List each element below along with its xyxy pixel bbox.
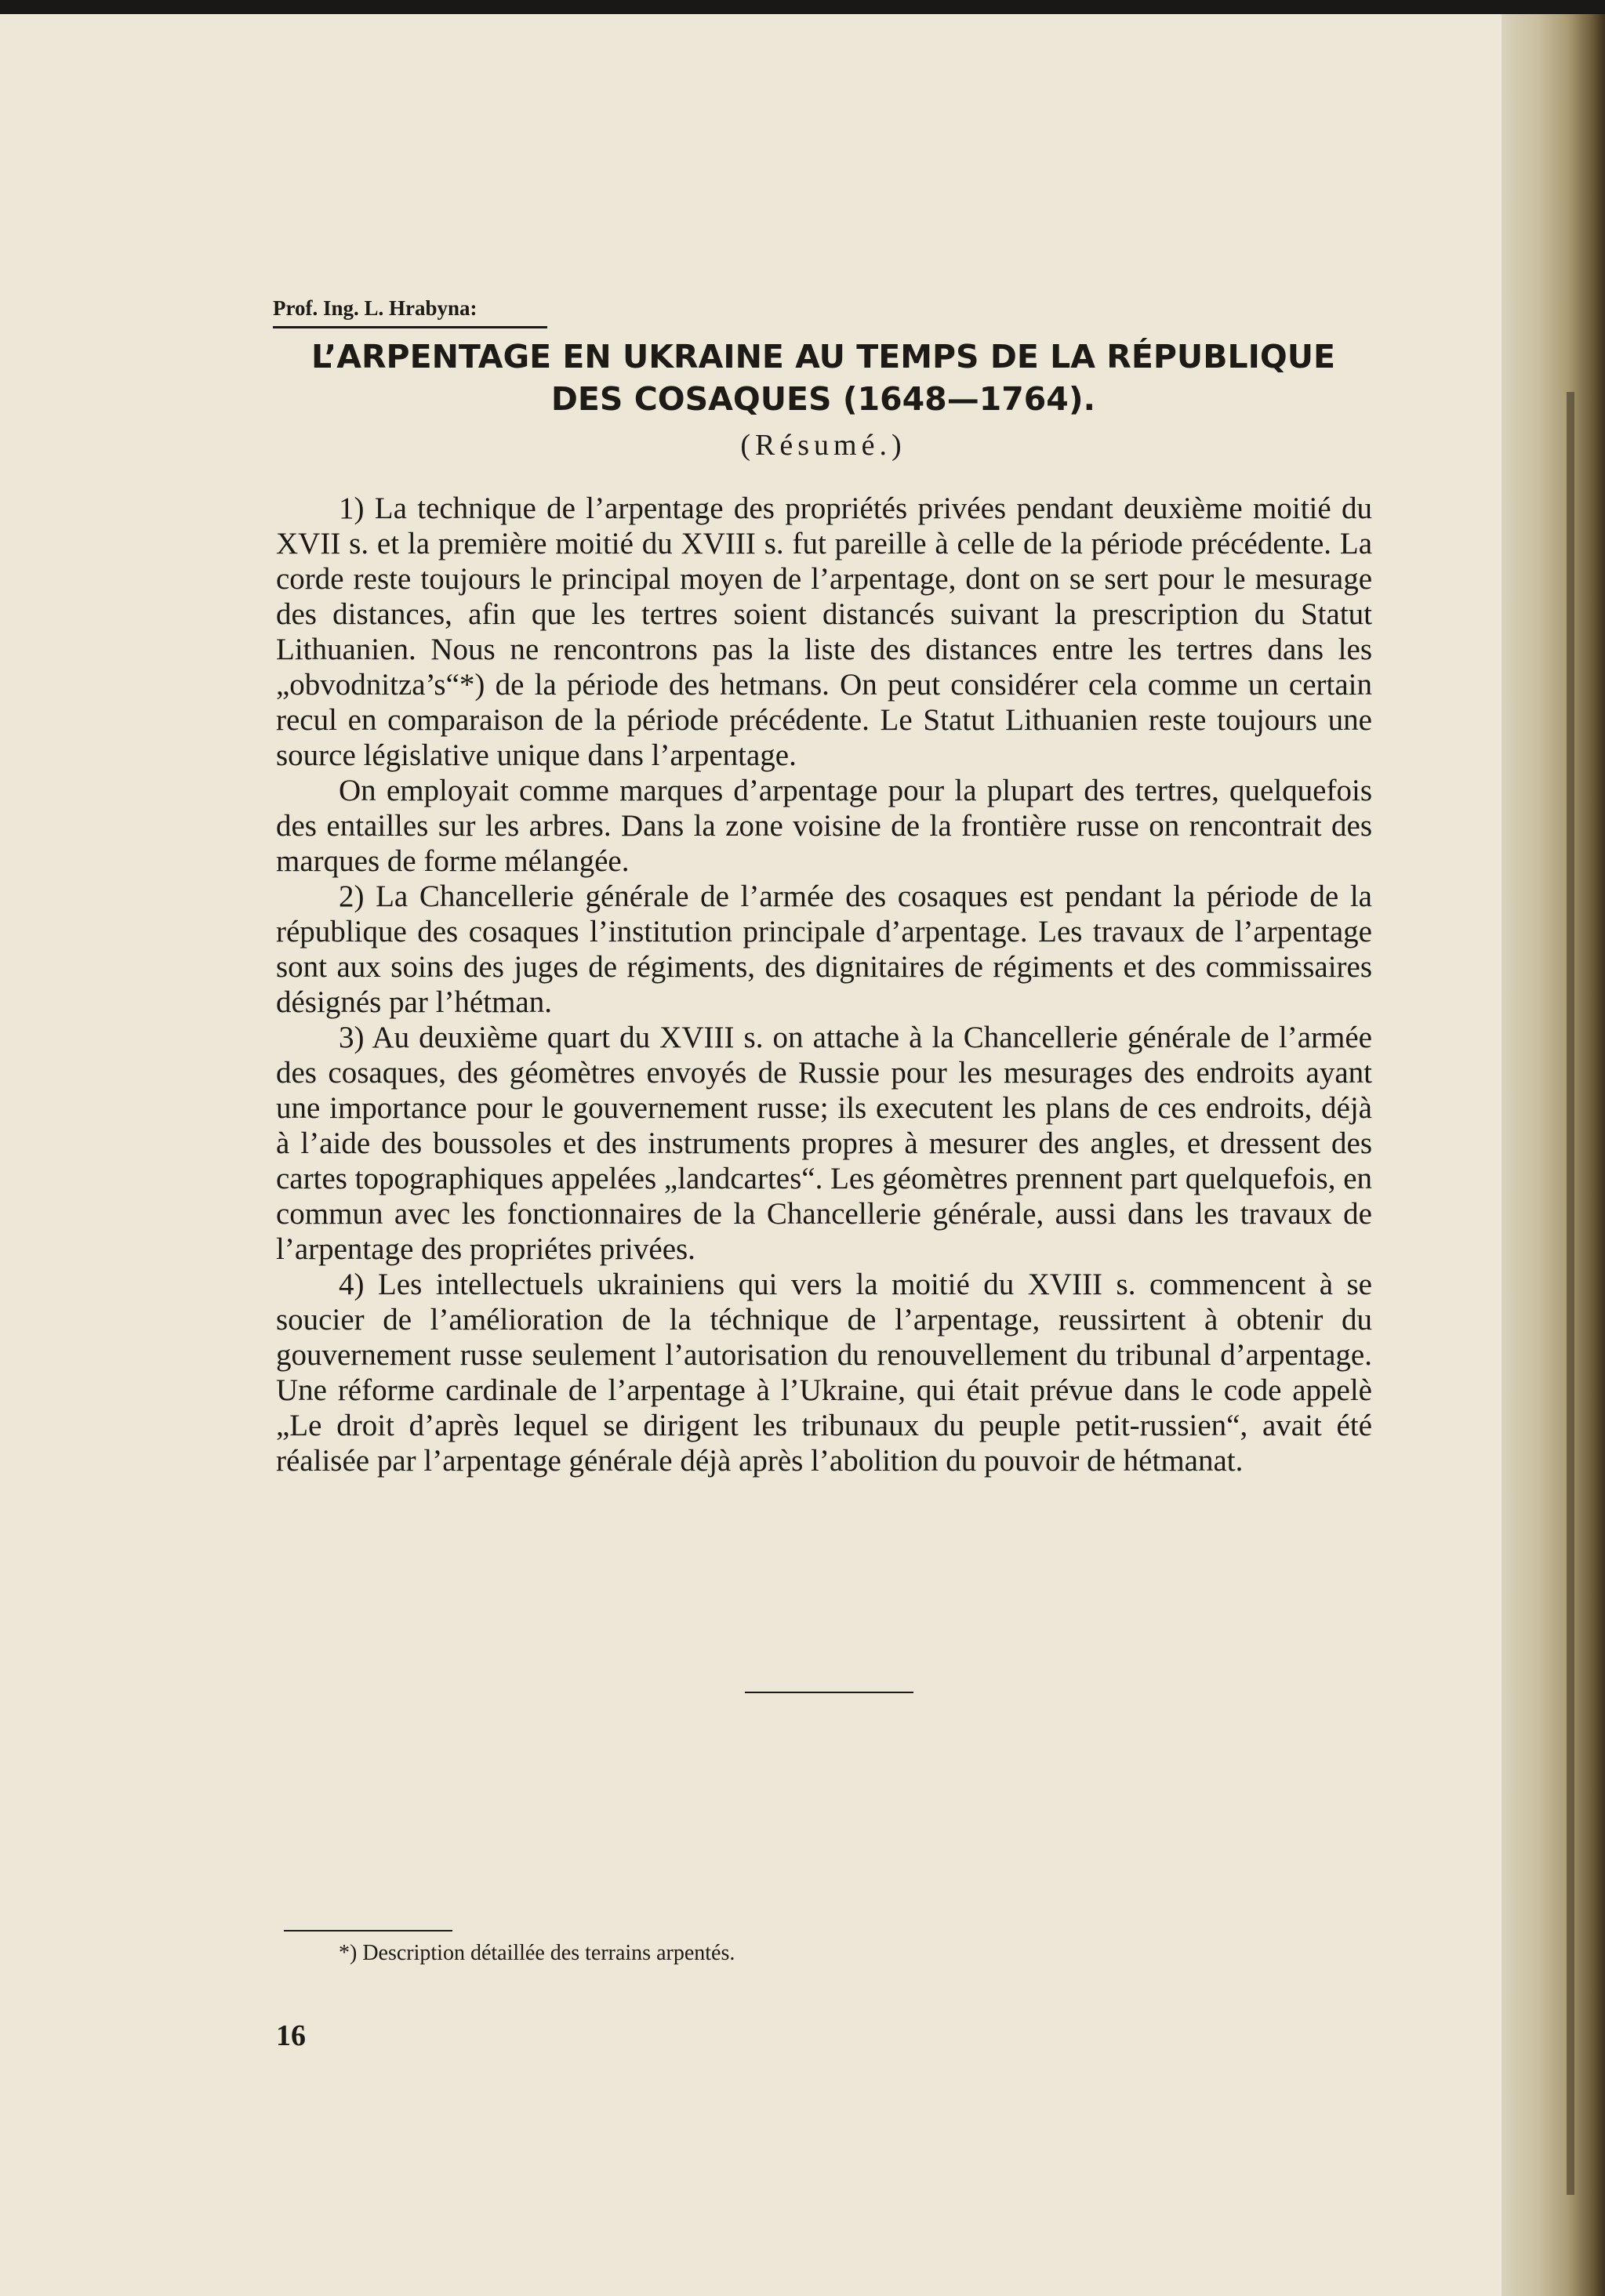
page-number: 16	[276, 2019, 306, 2052]
book-spine-edge	[1502, 14, 1605, 2296]
paragraph-2: On employait comme marques d’arpentage pour la plupart des tertres, quelquefois des entailles sur les arbres. Dans la zone voisine de la frontière russe on rencontrait des marques de forme mélangée.	[276, 774, 1372, 878]
author-underline	[273, 326, 547, 328]
end-of-text-rule	[745, 1692, 913, 1693]
paragraph-1: 1) La technique de l’arpentage des propriétés privées pendant deuxième moitié du XVII s. et la première moitié du XVIII s. fut pareille à celle de la période précédente. La corde reste toujours le principal moyen de l’arpentage, dont on se sert pour le mesurage des distances, afin que les tertres soient distancés suivant la prescription du Statut Lithuanien. Nous ne rencontrons pas la liste des distances entre les tertres dans les „obvodnitza’s“*) de la période des hetmans. On peut considérer cela comme un certain recul en comparaison de la période précédente. Le Statut Lithuanien reste toujours une source législative unique dans l’arpentage.	[276, 491, 1372, 772]
title-line-1: L’ARPENTAGE EN UKRAINE AU TEMPS DE LA RÉPUBLIQUE	[310, 338, 1335, 375]
author-line: Prof. Ing. L. Hrabyna:	[273, 296, 478, 320]
subtitle-resume: (Résumé.)	[740, 429, 906, 462]
spine-shadow	[1567, 392, 1574, 2195]
article-body	[276, 491, 1372, 1478]
paragraph-4: 3) Au deuxième quart du XVIII s. on attache à la Chancellerie générale de l’armée des cosaques, des géomètres envoyés de Russie pour les mesurages des endroits ayant une importance pour le gouvernement russe; ils executent les plans de ces endroits, déjà à l’aide des boussoles et des instruments propres à mesurer des angles, et dressent des cartes topographiques appelées „landcartes“. Les géomètres prennent part quelquefois, en commun avec les fonctionnaires de la Chancellerie générale, aussi dans les travaux de l’arpentage des propriétes privées.	[276, 1021, 1373, 1266]
title-line-2: DES COSAQUES (1648—1764).	[550, 380, 1096, 418]
footnote-rule	[284, 1930, 452, 1931]
paragraph-5: 4) Les intellectuels ukrainiens qui vers la moitié du XVIII s. commencent à se soucier de l’amélioration de la téchnique de l’arpentage, reussirtent à obtenir du gouvernement russe seulement l’autorisation du renouvellement du tribunal d’arpentage. Une réforme cardinale de l’arpentage à l’Ukraine, qui était prévue dans le code appelè „Le droit d’après lequel se dirigent les tribunaux du peuple petit-russien“, avait été réalisée par l’arpentage générale déjà après l’abolition du pouvoir de hétmanat.	[276, 1268, 1372, 1478]
article-title	[282, 336, 1364, 420]
footnote: *) Description détaillée des terrains arpentés.	[339, 1941, 735, 1965]
scan-top-edge	[0, 0, 1605, 14]
paragraph-3: 2) La Chancellerie générale de l’armée des cosaques est pendant la période de la république des cosaques l’institution principale d’arpentage. Les travaux de l’arpentage sont aux soins des juges de régiments, des dignitaires de régiments et des commissaires désignés par l’hétman.	[276, 880, 1372, 1019]
